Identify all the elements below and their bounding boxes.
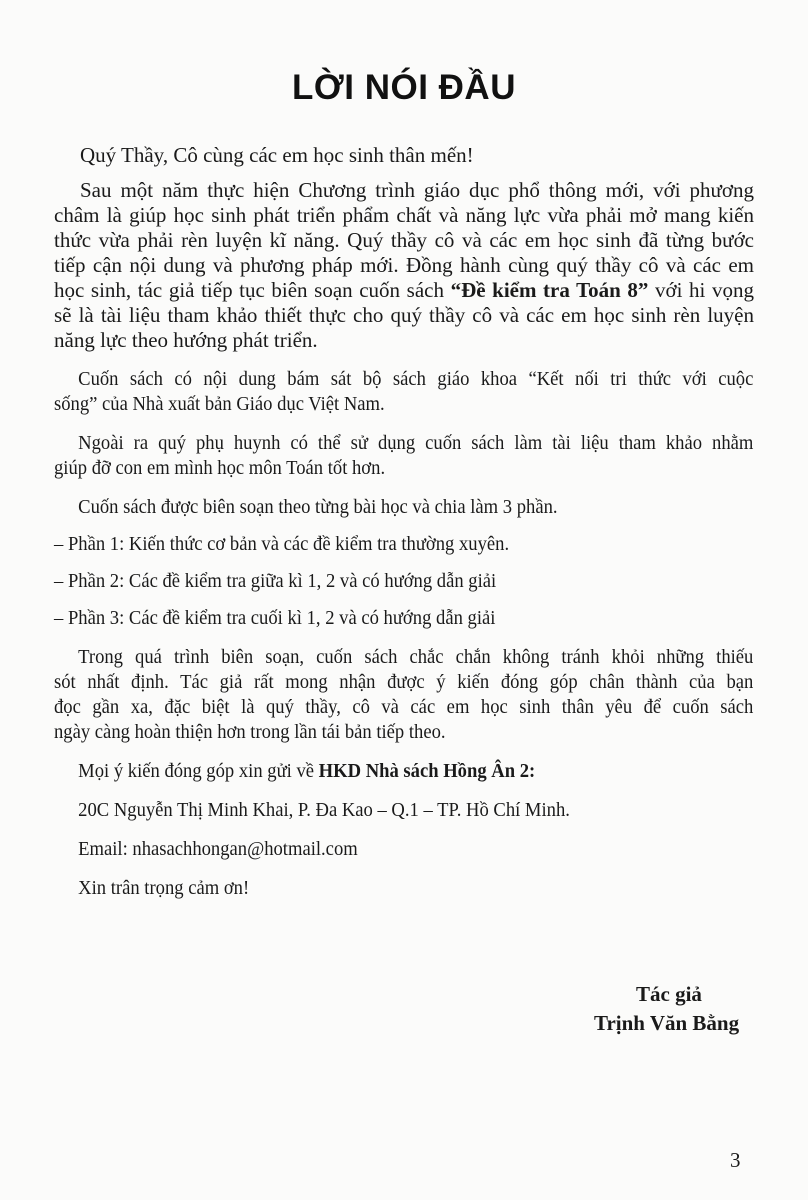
book-title: “Đề kiểm tra Toán 8” xyxy=(450,278,649,302)
thanks-line: Xin trân trọng cảm ơn! xyxy=(78,877,250,899)
paragraph-5-line: đọc gần xa, đặc biệt là quý thầy, cô và các em học sinh thân yêu để cuốn sách xyxy=(54,696,754,718)
paragraph-5-line: sót nhất định. Tác giả rất mong nhận được ý kiến đóng góp chân thành của bạn xyxy=(54,671,754,693)
paragraph-4: Cuốn sách được biên soạn theo từng bài học và chia làm 3 phần. xyxy=(78,496,558,518)
paragraph-1-line: sẽ là tài liệu tham khảo thiết thực cho quý thầy cô và các em học sinh rèn luyện xyxy=(54,303,754,327)
publisher-name: HKD Nhà sách Hồng Ân 2: xyxy=(318,760,536,782)
paragraph-5-line: Trong quá trình biên soạn, cuốn sách chắc chắn không tránh khỏi những thiếu xyxy=(78,646,754,668)
paragraph-5-line: ngày càng hoàn thiện hơn trong lần tái bản tiếp theo. xyxy=(54,721,446,743)
paragraph-1 xyxy=(54,178,754,353)
part-item: – Phần 1: Kiến thức cơ bản và các đề kiểm tra thường xuyên. xyxy=(54,533,510,555)
paragraph-1-line: tiếp cận nội dung và phương pháp mới. Đồng hành cùng quý thầy cô và các em xyxy=(54,253,754,277)
parts-list xyxy=(54,532,754,631)
page-number: 3 xyxy=(730,1148,741,1172)
greeting: Quý Thầy, Cô cùng các em học sinh thân mến! xyxy=(80,143,474,167)
text: Mọi ý kiến đóng góp xin gửi về xyxy=(78,760,319,782)
paragraph-3 xyxy=(54,431,754,481)
part-item: – Phần 3: Các đề kiểm tra cuối kì 1, 2 và có hướng dẫn giải xyxy=(54,607,496,629)
signature-role: Tác giả xyxy=(636,982,702,1006)
part-item: – Phần 2: Các đề kiểm tra giữa kì 1, 2 và có hướng dẫn giải xyxy=(54,570,497,592)
text: học sinh, tác giả tiếp tục biên soạn cuốn sách xyxy=(54,278,451,302)
paragraph-2-line: sống” của Nhà xuất bản Giáo dục Việt Nam. xyxy=(54,393,385,415)
text: với hi vọng xyxy=(648,278,754,302)
paragraph-2 xyxy=(54,367,754,417)
paragraph-1-line: năng lực theo hướng phát triển. xyxy=(54,328,318,352)
page-title: LỜI NÓI ĐẦU xyxy=(292,68,516,107)
contact-address: 20C Nguyễn Thị Minh Khai, P. Đa Kao – Q.1 – TP. Hồ Chí Minh. xyxy=(78,799,570,821)
signature-name: Trịnh Văn Bằng xyxy=(594,1011,740,1035)
paragraph-3-line: giúp đỡ con em mình học môn Toán tốt hơn. xyxy=(54,457,386,479)
paragraph-3-line: Ngoài ra quý phụ huynh có thể sử dụng cuốn sách làm tài liệu tham khảo nhằm xyxy=(78,432,754,454)
paragraph-5 xyxy=(54,645,754,745)
preface-body xyxy=(54,143,754,901)
paragraph-1-line: thức vừa phải rèn luyện kĩ năng. Quý thầy cô và các em học sinh đã từng bước xyxy=(54,228,754,252)
paragraph-1-line: Sau một năm thực hiện Chương trình giáo dục phổ thông mới, với phương xyxy=(80,178,754,202)
paragraph-2-line: Cuốn sách có nội dung bám sát bộ sách giáo khoa “Kết nối tri thức với cuộc xyxy=(78,368,754,390)
contact-email: Email: nhasachhongan@hotmail.com xyxy=(78,838,358,860)
paragraph-1-line xyxy=(54,278,754,303)
contact-intro xyxy=(54,759,778,784)
paragraph-1-line: châm là giúp học sinh phát triển phẩm chất và năng lực vừa phải mở mang kiến xyxy=(54,203,754,227)
